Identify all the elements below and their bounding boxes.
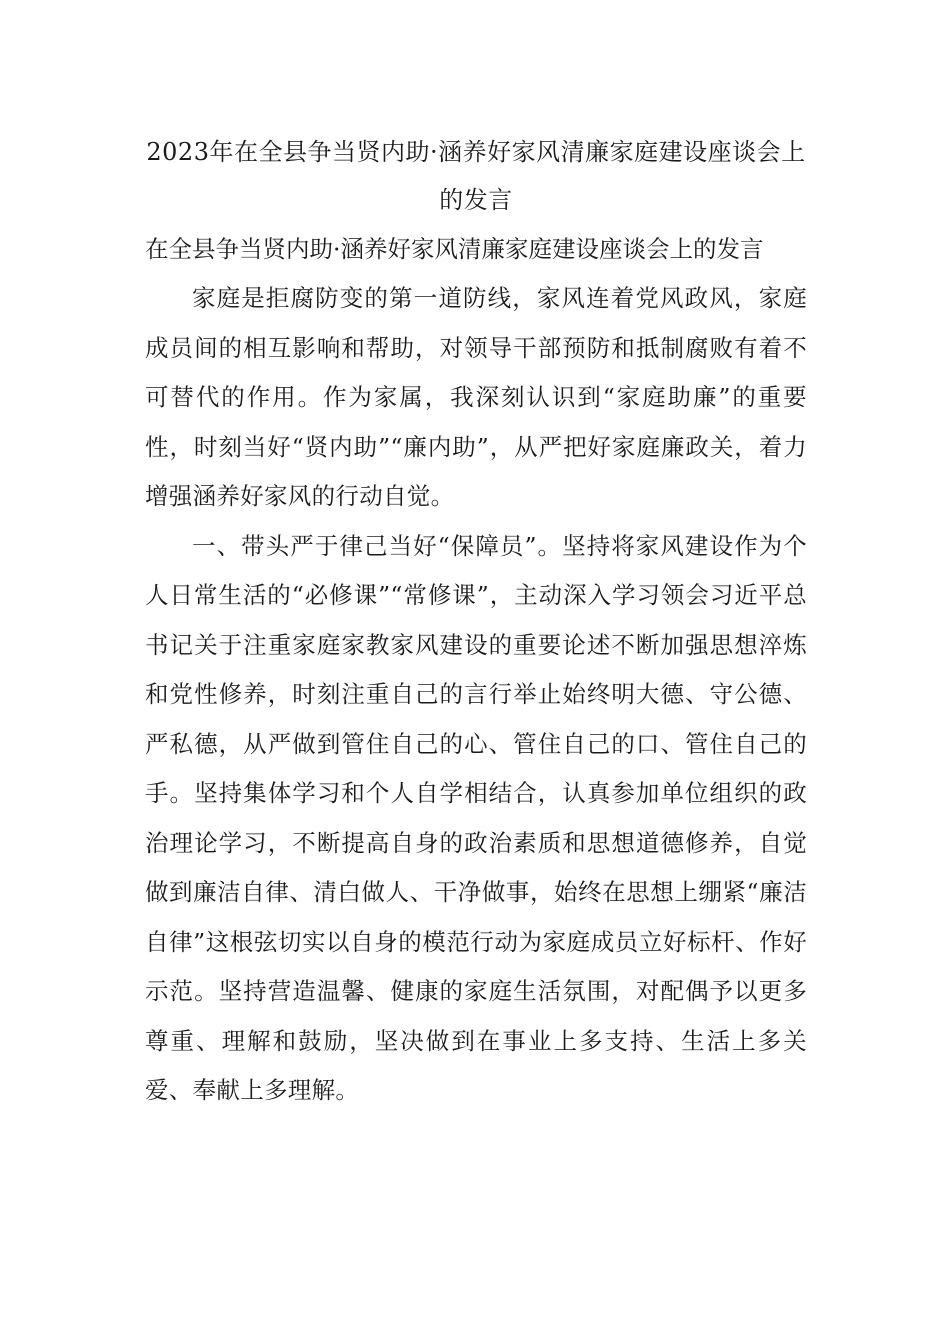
- document-subtitle: 在全县争当贤内助·涵养好家风清廉家庭建设座谈会上的发言: [145, 235, 764, 263]
- paragraph-section-one: 一、带头严于律己当好“保障员”。坚持将家风建设作为个人日常生活的“必修课”“常修课”，主动深入学习领会习近平总书记关于注重家庭家教家风建设的重要论述不断加强思想淬炼和党性修养，时刻注重自己的言行举止始终明大德、守公德、严私德，从严做到管住自己的心、管住自己的口、管住自己的手。坚持集体学习和个人自学相结合，认真参加单位组织的政治理论学习，不断提高自身的政治素质和思想道德修养，自觉做到廉洁自律、清白做人、干净做事，始终在思想上绷紧“廉洁自律”这根弦切实以自身的模范行动为家庭成员立好标杆、作好示范。坚持营造温馨、健康的家庭生活氛围，对配偶予以更多尊重、理解和鼓励，坚决做到在事业上多支持、生活上多关爱、奉献上多理解。: [145, 531, 807, 1104]
- paragraph-intro: 家庭是拒腐防变的第一道防线，家风连着党风政风，家庭成员间的相互影响和帮助，对领导干部预防和抵制腐败有着不可替代的作用。作为家属，我深刻认识到“家庭助廉”的重要性，时刻当好“贤内助”“廉内助”，从严把好家庭廉政关，着力增强涵养好家风的行动自觉。: [145, 284, 807, 510]
- document-page: [145, 128, 807, 1116]
- document-title: 2023年在全县争当贤内助·涵养好家风清廉家庭建设座谈会上的发言: [146, 138, 806, 214]
